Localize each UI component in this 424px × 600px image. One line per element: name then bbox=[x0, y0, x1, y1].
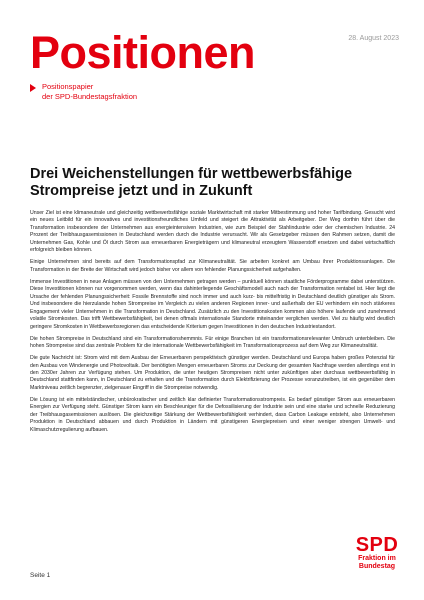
logo-line: Bundestag bbox=[358, 563, 396, 570]
brand-title: Positionen bbox=[30, 27, 256, 78]
headline-line: Strompreise jetzt und in Zukunft bbox=[30, 183, 253, 199]
spd-logo bbox=[352, 535, 402, 571]
arrow-right-icon bbox=[30, 84, 36, 92]
logo-wordmark: SPD bbox=[355, 534, 399, 556]
paragraph: Unser Ziel ist eine klimaneutrale und gleichzeitig wettbewerbsfähige soziale Marktwirtschaft mit starker Mitbestimmung und hoher Tarifbindung. Gesucht wird ein neues Leitbild für ein innovatives und investitionsfreundliches Umfeld und steigert die Attraktivität als Arbeitgeber. Der Weg dorthin führt über die Transformation insbesondere der Unternehmen aus energieintensiven Industrien, wie zum Beispiel der Stahlindustrie oder der chemischen Industrie. 24 Prozent der Treibhausgasemissionen in Deutschland werden durch die Industrie verursacht. Wir als Gesetzgeber müssen den Rahmen setzen, damit die Unternehmen Gas, Kohle und Öl durch Strom aus erneuerbaren Energieträgern und klimaneutral erzeugtem Wasserstoff ersetzen und dabei wirtschaftlich erfolgreich bleiben können. bbox=[30, 210, 395, 254]
subtitle-line: Positionspapier bbox=[42, 82, 94, 91]
subtitle-text bbox=[42, 82, 137, 101]
subtitle bbox=[30, 82, 137, 101]
headline-line: Drei Weichenstellungen für wettbewerbsfähige bbox=[30, 166, 353, 182]
paragraph: Die Lösung ist ein mittelständischer, unbürokratischer und zeitlich klar definierter Transformationsstrompreis. Es bedarf günstiger Strom aus erneuerbaren Energien zur Verfügung steht. Günstiger Strom kann ein Beschleuniger für die Defossilisierung der Industrie sein und eine starke und schnelle Reduzierung der Treibhausgasemissionen auslösen. Die gleichzeitige Stärkung der Wettbewerbsfähigkeit verhindert, dass Carbon Leakage entsteht, also Unternehmen Produktion in Deutschland abbauen und durch Produktion in Ländern mit günstigeren Energiepreisen und einer weniger strengen Umwelt- und Klimaschutzregulierung aufbauen. bbox=[30, 396, 395, 433]
logo-subtitle bbox=[352, 555, 402, 571]
subtitle-line: der SPD-Bundestagsfraktion bbox=[42, 91, 138, 101]
page-number: Seite 1 bbox=[30, 572, 51, 579]
paragraph: Die hohen Strompreise in Deutschland sind ein Transformationshemmnis. Für einige Branchen ist ein transformationsrelevanter Umbruch unterbleiben. Die hohen Strompreise sind das zentrale Problem für die internationale Wettbewerbsfähigkeit im Transformationsprozess auf dem Weg zur Klimaneutralität. bbox=[30, 335, 395, 350]
body-text bbox=[30, 210, 395, 439]
logo-line: Fraktion im bbox=[358, 555, 396, 562]
paragraph: Einige Unternehmen sind bereits auf dem Transformationspfad zur Klimaneutralität. Sie arbeiten konkret am Umbau ihrer Produktionsanlagen. Die Transformation in der Breite der Wirtschaft wird jedoch bisher vor allem von fehlender Planungssicherheit aufgehalten. bbox=[30, 259, 395, 273]
paragraph: Die gute Nachricht ist: Strom wird mit dem Ausbau der Erneuerbaren perspektivisch günstiger werden. Deutschland und Europa haben großes Potenzial für den Ausbau von Windenergie und Photovoltaik. Der benötigten Mengen erneuerbaren Stroms zur Deckung der gesamten Nachfrage werden allerdings erst in den 2030er Jahren zur Verfügung stehen. Um Produktion, die unter heutigen Strompreisen nicht unter zukünftigen aber durchaus wettbewerbsfähig in Deutschland stattfinden kann, in Deutschland zu erhalten und die Transformation durch Elektrifizierung der Prozesse voranzutreiben, ist ein gegenüber dem Marktniveau zeitlich begrenzter, zielgenauer Eingriff in die Strompreise notwendig. bbox=[30, 355, 395, 391]
paragraph: Immense Investitionen in neue Anlagen müssen von den Unternehmen getragen werden – punktuell können staatliche Förderprogramme dabei unterstützen. Diese Investitionen können nur vorgenommen werden, wenn das dahinterliegende Geschäftsmodell auch nach der Transformation rentabel ist. Hier liegt die Ursache der fehlenden Planungssicherheit: Fossile Brennstoffe sind noch immer und auch kurz- bis mittelfristig in Deutschland deutlich günstiger als Strom. Und insbesondere die hierzulande hohen Strompreise im Vergleich zu vielen anderen Regionen inner- und außerhalb der EU verhindern ein noch stärkeres Engagement vieler Unternehmen in die Transformation in Deutschland. Zusätzlich zu den Investitionskosten kommen also höhere laufende und zunehmend volatile Stromkosten. Das trifft Wettbewerbsfähigkeit, bei denen oftmals internationale Standorte miteinander verglichen werden. Viel zu häufig wird deutlich geringere Stromkosten in Wettbewerbsregionen das entscheidende Kriterium gegen Investitionen in den deutschen Industriestandort. bbox=[30, 278, 395, 330]
document-headline bbox=[30, 166, 400, 200]
document-date: 28. August 2023 bbox=[348, 35, 399, 42]
